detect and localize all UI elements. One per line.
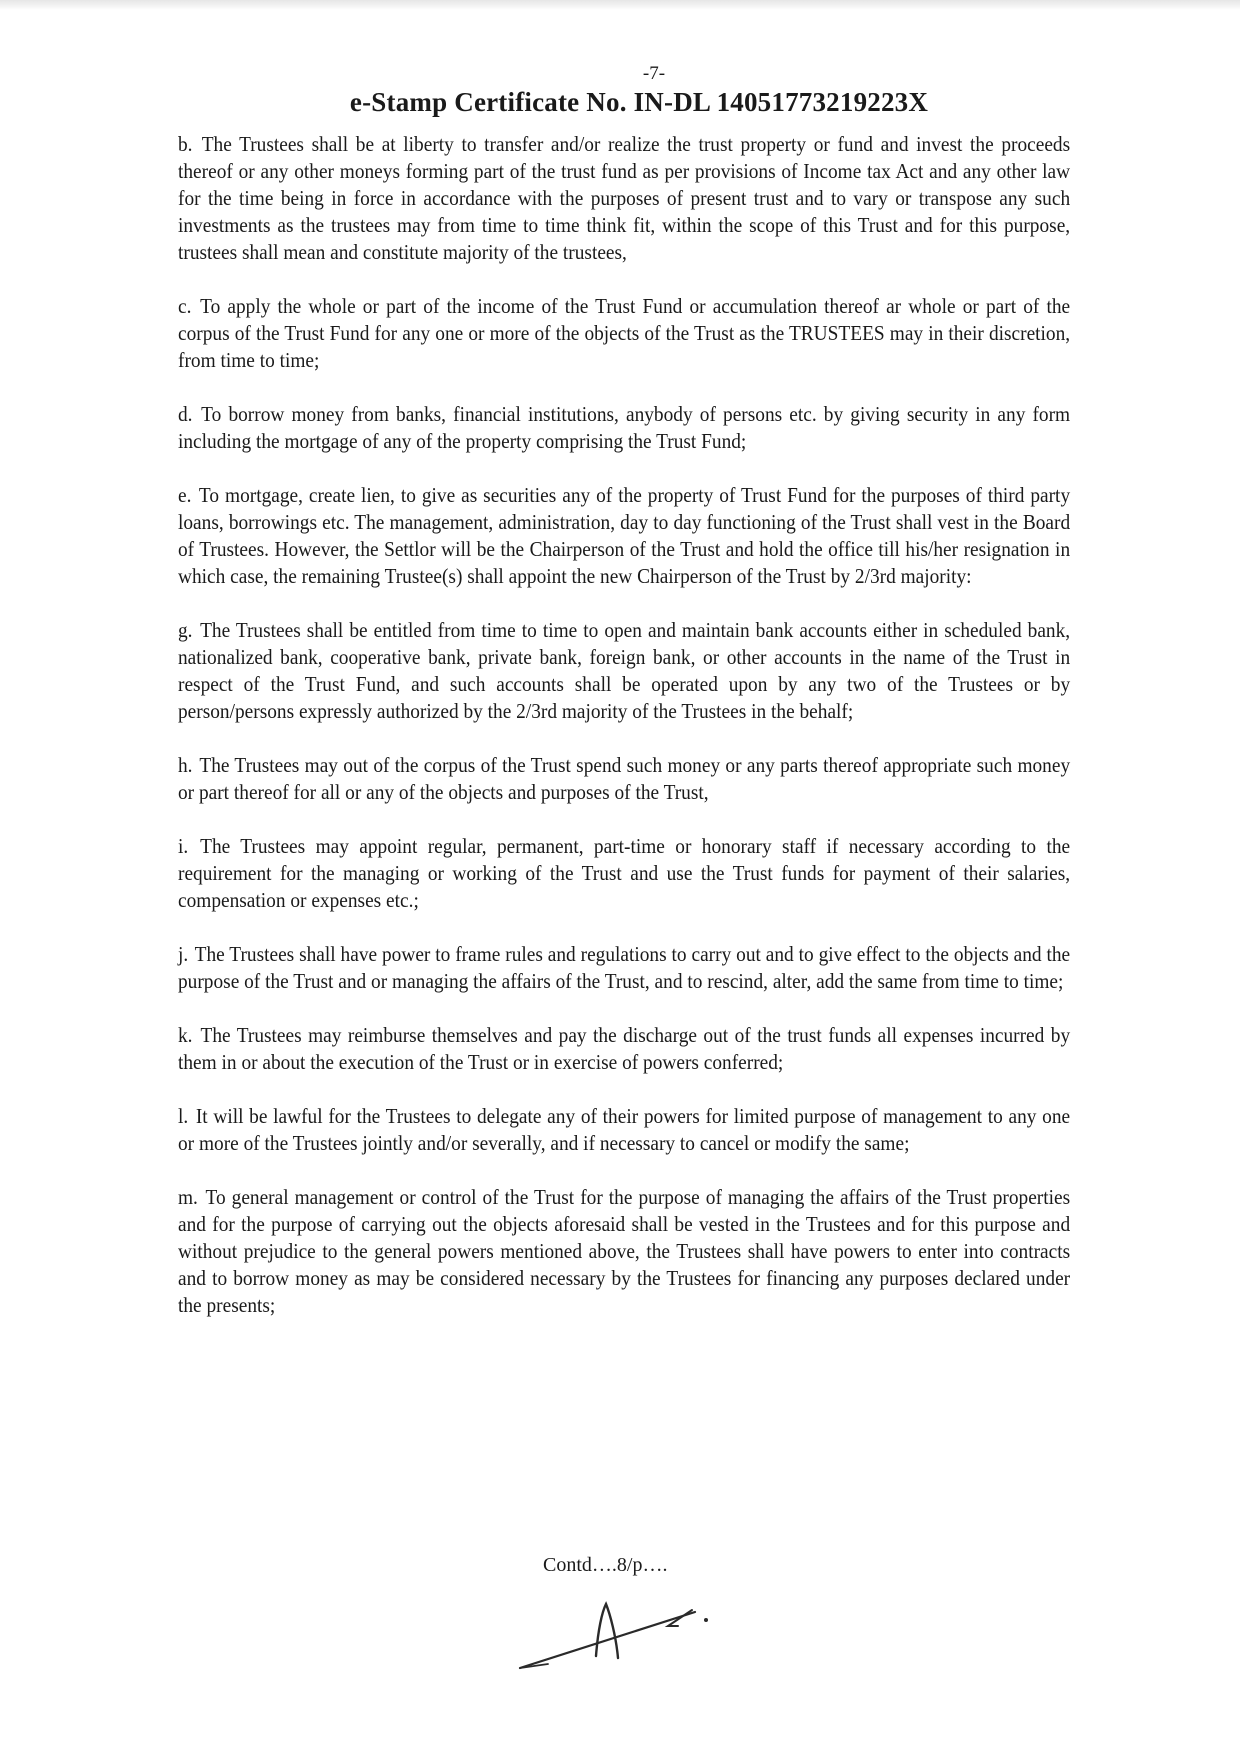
continuation-note: Contd….8/p…. xyxy=(543,1554,668,1576)
clause-marker: c. xyxy=(178,296,192,318)
clause-text: The Trustees may out of the corpus of the Trust spend such money or any parts thereof appropriate such money or part thereof for all or any of the objects and purposes of the Trust, xyxy=(178,755,1071,804)
clause-text: To apply the whole or part of the income of the Trust Fund or accumulation thereof ar whole or part of the corpus of the Trust Fund for any one or more of the objects of the Trust as the TRUSTEES may in their discretion, from time to time; xyxy=(178,296,1071,372)
clause-e xyxy=(178,483,1070,591)
certificate-title: e-Stamp Certificate No. IN-DL 14051773219223X xyxy=(349,87,929,117)
clause-marker: l. xyxy=(178,1106,189,1128)
signature-icon xyxy=(510,1590,720,1680)
clause-j xyxy=(178,942,1070,996)
clause-l xyxy=(178,1104,1070,1158)
clause-text: The Trustees may appoint regular, permanent, part-time or honorary staff if necessary according to the requirement for the managing or working of the Trust and use the Trust funds for payment of their salaries, compensation or expenses etc.; xyxy=(178,836,1071,912)
scan-edge-artifact xyxy=(0,0,1240,10)
clause-g xyxy=(178,618,1070,726)
clause-marker: e. xyxy=(178,485,192,507)
clause-text: To general management or control of the Trust for the purpose of managing the affairs of the Trust properties and for the purpose of carrying out the objects aforesaid shall be vested in the Trustees and for this purpose and without prejudice to the general powers mentioned above, the Trustees shall have powers to enter into contracts and to borrow money as may be considered necessary by the Trustees for financing any purposes declared under the presents; xyxy=(178,1187,1071,1317)
clause-list xyxy=(178,132,1070,1320)
clause-marker: h. xyxy=(178,755,193,777)
clause-text: The Trustees may reimburse themselves and pay the discharge out of the trust funds all expenses incurred by them in or about the execution of the Trust or in exercise of powers conferred; xyxy=(178,1025,1071,1074)
clause-text: The Trustees shall have power to frame rules and regulations to carry out and to give effect to the objects and the purpose of the Trust and or managing the affairs of the Trust, and to rescind, alter, add the same from time to time; xyxy=(178,944,1071,993)
clause-marker: k. xyxy=(178,1025,193,1047)
clause-marker: g. xyxy=(178,620,193,642)
clause-b xyxy=(178,132,1070,267)
page-number: -7- xyxy=(642,63,666,84)
clause-marker: m. xyxy=(178,1187,198,1209)
document-page xyxy=(178,62,1070,1347)
clause-c xyxy=(178,294,1070,375)
clause-marker: j. xyxy=(178,944,189,966)
clause-h xyxy=(178,753,1070,807)
clause-text: It will be lawful for the Trustees to delegate any of their powers for limited purpose of management to any one or more of the Trustees jointly and/or severally, and if necessary to cancel or modify the same; xyxy=(178,1106,1071,1155)
clause-i xyxy=(178,834,1070,915)
clause-text: The Trustees shall be entitled from time to time to open and maintain bank accounts either in scheduled bank, nationalized bank, cooperative bank, private bank, foreign bank, or other accounts in the name of the Trust in respect of the Trust Fund, and such accounts shall be operated upon by any two of the Trustees or by person/persons expressly authorized by the 2/3rd majority of the Trustees in the behalf; xyxy=(178,620,1071,723)
clause-d xyxy=(178,402,1070,456)
clause-m xyxy=(178,1185,1070,1320)
clause-text: To borrow money from banks, financial institutions, anybody of persons etc. by giving security in any form including the mortgage of any of the property comprising the Trust Fund; xyxy=(178,404,1071,453)
clause-marker: i. xyxy=(178,836,189,858)
clause-text: To mortgage, create lien, to give as securities any of the property of Trust Fund for the purposes of third party loans, borrowings etc. The management, administration, day to day functioning of the Trust shall vest in the Board of Trustees. However, the Settlor will be the Chairperson of the Trust and hold the office till his/her resignation in which case, the remaining Trustee(s) shall appoint the new Chairperson of the Trust by 2/3rd majority: xyxy=(178,485,1071,588)
clause-k xyxy=(178,1023,1070,1077)
clause-marker: b. xyxy=(178,134,193,156)
clause-text: The Trustees shall be at liberty to transfer and/or realize the trust property or fund and invest the proceeds thereof or any other moneys forming part of the trust fund as per provisions of Income tax Act and any other law for the time being in force in accordance with the purposes of present trust and to vary or transpose any such investments as the trustees may from time to time think fit, within the scope of this Trust and for this purpose, trustees shall mean and constitute majority of the trustees, xyxy=(178,134,1071,264)
clause-marker: d. xyxy=(178,404,193,426)
